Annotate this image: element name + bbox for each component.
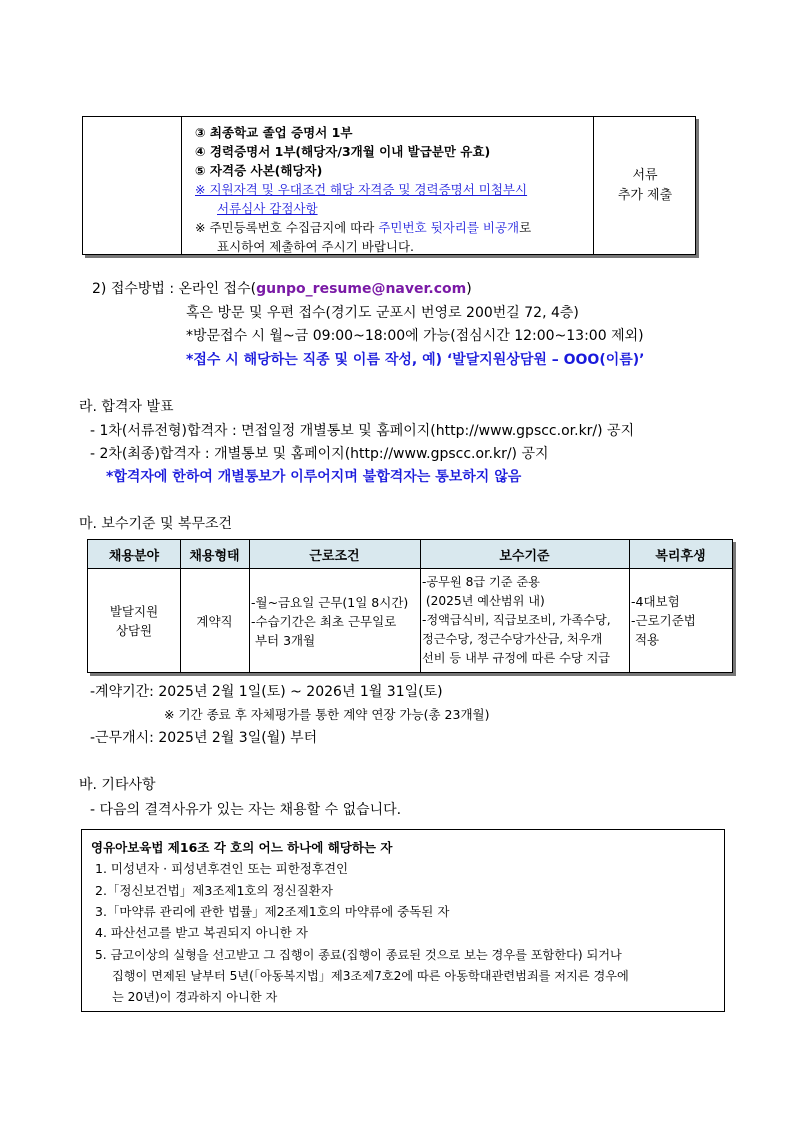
doc-item-4: ④ 경력증명서 1부(해당자/3개월 이내 발급분만 유효) <box>195 144 491 159</box>
disqualification-box <box>81 829 725 1012</box>
announcement-final: - 2차(최종)합격자 : 개별통보 및 홈페이지(http://www.gpscc.or.kr/) 공지 <box>90 446 549 462</box>
cell-field: 발달지원 상담원 <box>109 604 159 638</box>
contract-period: -계약기간: 2025년 2월 1일(토) ~ 2026년 1월 31일(토) <box>90 684 443 700</box>
application-visit: 혹은 방문 및 우편 접수(경기도 군포시 번영로 200번길 72, 4층) <box>186 305 579 321</box>
documents-remark-cell <box>593 117 696 254</box>
header-field: 채용분야 <box>108 548 160 564</box>
announcement-first: - 1차(서류전형)합격자 : 면접일정 개별통보 및 홈페이지(http://www.gpscc.or.kr/) 공지 <box>90 423 635 439</box>
etc-intro: - 다음의 결격사유가 있는 자는 채용할 수 없습니다. <box>90 802 402 818</box>
doc-note-2: ※ 주민등록번호 수집금지에 따라 주민번호 뒷자리를 비공개로 <box>195 220 532 235</box>
header-welfare: 복리후생 <box>655 548 706 564</box>
compensation-table <box>87 539 733 673</box>
application-email: gunpo_resume@naver.com <box>256 281 467 297</box>
contract-note: ※ 기간 종료 후 자체평가를 통한 계약 연장 가능(총 23개월) <box>164 707 490 722</box>
cell-salary: -공무원 8급 기준 준용 (2025년 예산범위 내) -정액급식비, 직급보조비, 가족수당, 정근수당, 정근수당가산금, 처우개 선비 등 내부 규정에 따른 수당 지급 <box>422 575 611 665</box>
application-method: 2) 접수방법 : 온라인 접수(gunpo_resume@naver.com) <box>92 281 472 297</box>
documents-table-empty-cell <box>83 117 182 254</box>
cell-welfare: -4대보험 -근로기준법 적용 <box>631 594 696 647</box>
compensation-title: 마. 보수기준 및 복무조건 <box>79 516 233 532</box>
doc-note-1-cont: 서류심사 감점사항 <box>217 201 318 216</box>
disqualification-item-5-cont2: 는 20년)이 경과하지 아니한 자 <box>112 990 278 1004</box>
application-note: *접수 시 해당하는 직종 및 이름 작성, 예) ‘발달지원상담원 – OOO(이름)’ <box>186 352 645 368</box>
documents-list <box>195 123 590 256</box>
disqualification-item-4: 4. 파산선고를 받고 복권되지 아니한 자 <box>95 925 308 940</box>
documents-table <box>82 116 696 255</box>
disqualification-item-1: 1. 미성년자 · 피성년후견인 또는 피한정후견인 <box>95 861 349 876</box>
header-type: 채용형태 <box>189 548 240 564</box>
doc-item-3: ③ 최종학교 졸업 증명서 1부 <box>195 125 353 140</box>
application-visit-hours: *방문접수 시 월~금 09:00~18:00에 가능(점심시간 12:00~13:00 제외) <box>186 328 644 344</box>
header-conditions: 근로조건 <box>309 548 360 564</box>
disqualification-item-2: 2.「정신보건법」제3조제1호의 정신질환자 <box>95 883 333 898</box>
disqualification-item-5-cont: 집행이 면제된 날부터 5년(「아동복지법」제3조제7호2에 따른 아동학대관련범죄를 저지른 경우에 <box>112 969 629 983</box>
announcement-note: *합격자에 한하여 개별통보가 이루어지며 불합격자는 통보하지 않음 <box>106 469 522 485</box>
header-salary: 보수기준 <box>499 548 550 564</box>
remark-line-1: 서류 <box>632 167 658 183</box>
doc-note-1: ※ 지원자격 및 우대조건 해당 자격증 및 경력증명서 미첨부시 <box>195 182 528 197</box>
announcement-title: 라. 합격자 발표 <box>79 399 174 415</box>
doc-note-2-cont: 표시하여 제출하여 주시기 바랍니다. <box>217 239 415 254</box>
remark-line-2: 추가 제출 <box>617 187 673 203</box>
doc-item-5: ⑤ 자격증 사본(해당자) <box>195 163 323 178</box>
disqualification-item-3: 3.「마약류 관리에 관한 법률」제2조제1호의 마약류에 중독된 자 <box>95 904 450 919</box>
cell-conditions: -월~금요일 근무(1일 8시간) -수습기간은 최초 근무일로 부터 3개월 <box>251 595 409 648</box>
disqualification-title: 영유아보육법 제16조 각 호의 어느 하나에 해당하는 자 <box>91 840 393 855</box>
disqualification-item-5: 5. 금고이상의 실형을 선고받고 그 집행이 종료(집행이 종료된 것으로 보는 경우를 포함한다) 되거나 <box>95 948 622 962</box>
start-date: -근무개시: 2025년 2월 3일(월) 부터 <box>90 730 318 746</box>
doc-note-2-highlight: 주민번호 뒷자리를 비공개 <box>378 220 520 235</box>
etc-title: 바. 기타사항 <box>79 777 156 793</box>
cell-type: 계약직 <box>196 614 233 629</box>
